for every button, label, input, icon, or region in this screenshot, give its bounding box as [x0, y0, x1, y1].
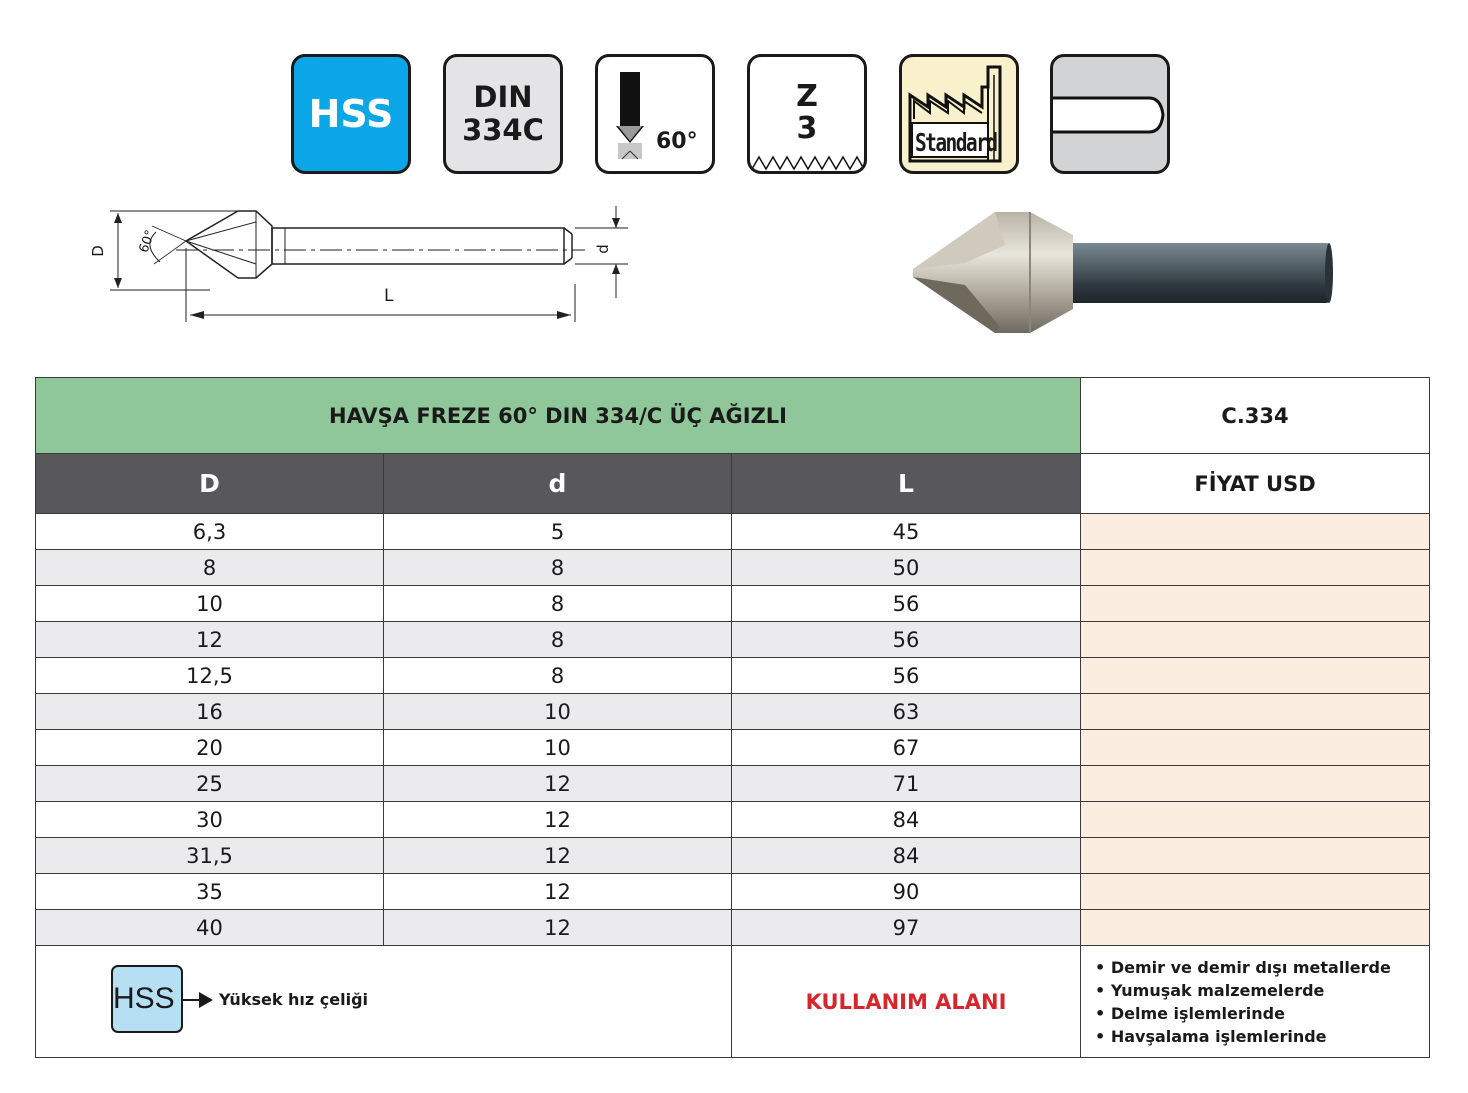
cell-d-major: 20 — [36, 730, 384, 766]
hss-badge-label: HSS — [308, 92, 394, 136]
table-row — [36, 910, 1430, 946]
usage-list — [1081, 956, 1429, 1048]
flute-count-badge — [747, 54, 867, 174]
angle-badge — [595, 54, 715, 174]
cell-d-major: 8 — [36, 550, 384, 586]
cell-d-major: 16 — [36, 694, 384, 730]
table-row — [36, 874, 1430, 910]
cell-price — [1081, 658, 1430, 694]
cell-d-shank: 10 — [384, 694, 732, 730]
cell-d-shank: 5 — [384, 514, 732, 550]
usage-item: • Havşalama işlemlerinde — [1095, 1025, 1429, 1048]
cell-price — [1081, 694, 1430, 730]
standard-badge-label: Standard — [915, 128, 997, 157]
table-row — [36, 658, 1430, 694]
cell-length: 67 — [732, 730, 1081, 766]
cell-price — [1081, 838, 1430, 874]
technical-drawing — [80, 198, 640, 332]
cell-d-shank: 12 — [384, 910, 732, 946]
drawing-label-length: L — [384, 286, 394, 306]
cell-length: 56 — [732, 658, 1081, 694]
drawing-label-d-major: D — [88, 245, 107, 257]
cell-length: 63 — [732, 694, 1081, 730]
cell-price — [1081, 766, 1430, 802]
cell-d-major: 30 — [36, 802, 384, 838]
specification-table — [35, 377, 1430, 1058]
angle-badge-label: 60° — [656, 129, 698, 154]
cell-d-major: 40 — [36, 910, 384, 946]
table-row — [36, 586, 1430, 622]
table-row — [36, 694, 1430, 730]
cell-d-major: 31,5 — [36, 838, 384, 874]
legend-text: Yüksek hız çeliği — [219, 990, 369, 1009]
cell-length: 50 — [732, 550, 1081, 586]
usage-area-title: KULLANIM ALANI — [732, 946, 1081, 1058]
cell-length: 71 — [732, 766, 1081, 802]
hss-material-badge — [291, 54, 411, 174]
table-row — [36, 514, 1430, 550]
cell-d-major: 12,5 — [36, 658, 384, 694]
table-row — [36, 802, 1430, 838]
legend-cell — [36, 946, 732, 1058]
cell-d-major: 25 — [36, 766, 384, 802]
table-row — [36, 838, 1430, 874]
cell-d-shank: 8 — [384, 658, 732, 694]
table-row — [36, 550, 1430, 586]
cell-length: 97 — [732, 910, 1081, 946]
cell-price — [1081, 550, 1430, 586]
usage-item: • Delme işlemlerinde — [1095, 1002, 1429, 1025]
table-title: HAVŞA FREZE 60° DIN 334/C ÜÇ AĞIZLI — [36, 378, 1081, 454]
cell-price — [1081, 622, 1430, 658]
cell-d-shank: 8 — [384, 586, 732, 622]
cell-price — [1081, 910, 1430, 946]
din-badge-line2: 334C — [462, 113, 544, 147]
din-badge-line1: DIN — [473, 80, 533, 114]
usage-item: • Yumuşak malzemelerde — [1095, 979, 1429, 1002]
arrow-head-icon — [199, 992, 213, 1008]
cell-d-shank: 12 — [384, 802, 732, 838]
column-header-price: FİYAT USD — [1081, 454, 1430, 514]
cell-price — [1081, 874, 1430, 910]
teeth-zigzag-icon — [750, 57, 864, 171]
cell-length: 84 — [732, 838, 1081, 874]
cell-d-shank: 12 — [384, 838, 732, 874]
cell-d-major: 12 — [36, 622, 384, 658]
column-header-d-shank: d — [384, 454, 732, 514]
flute-badge-value: 3 — [796, 111, 818, 146]
straight-shank-icon — [1053, 57, 1167, 171]
drawing-label-angle: 60° — [136, 228, 159, 255]
column-header-d-major: D — [36, 454, 384, 514]
cell-length: 84 — [732, 802, 1081, 838]
flute-badge-label: Z — [796, 79, 818, 114]
cell-d-shank: 8 — [384, 622, 732, 658]
product-photo-countersink — [905, 205, 1345, 344]
column-header-length: L — [732, 454, 1081, 514]
cell-price — [1081, 802, 1430, 838]
cell-price — [1081, 730, 1430, 766]
cell-d-shank: 12 — [384, 874, 732, 910]
standard-type-badge — [899, 54, 1019, 174]
cell-length: 56 — [732, 586, 1081, 622]
cell-price — [1081, 514, 1430, 550]
product-code: C.334 — [1081, 378, 1430, 454]
din-standard-badge — [443, 54, 563, 174]
hss-legend-badge: HSS — [111, 965, 183, 1033]
cell-price — [1081, 586, 1430, 622]
cell-d-shank: 10 — [384, 730, 732, 766]
table-row — [36, 766, 1430, 802]
cell-length: 45 — [732, 514, 1081, 550]
straight-shank-badge — [1050, 54, 1170, 174]
cell-d-shank: 8 — [384, 550, 732, 586]
usage-list-cell — [1081, 946, 1430, 1058]
table-row — [36, 622, 1430, 658]
drawing-label-d-shank: d — [593, 244, 612, 254]
cell-d-major: 6,3 — [36, 514, 384, 550]
usage-item: • Demir ve demir dışı metallerde — [1095, 956, 1429, 979]
cell-d-major: 35 — [36, 874, 384, 910]
cell-d-major: 10 — [36, 586, 384, 622]
cell-length: 90 — [732, 874, 1081, 910]
cell-length: 56 — [732, 622, 1081, 658]
table-row — [36, 730, 1430, 766]
cell-d-shank: 12 — [384, 766, 732, 802]
